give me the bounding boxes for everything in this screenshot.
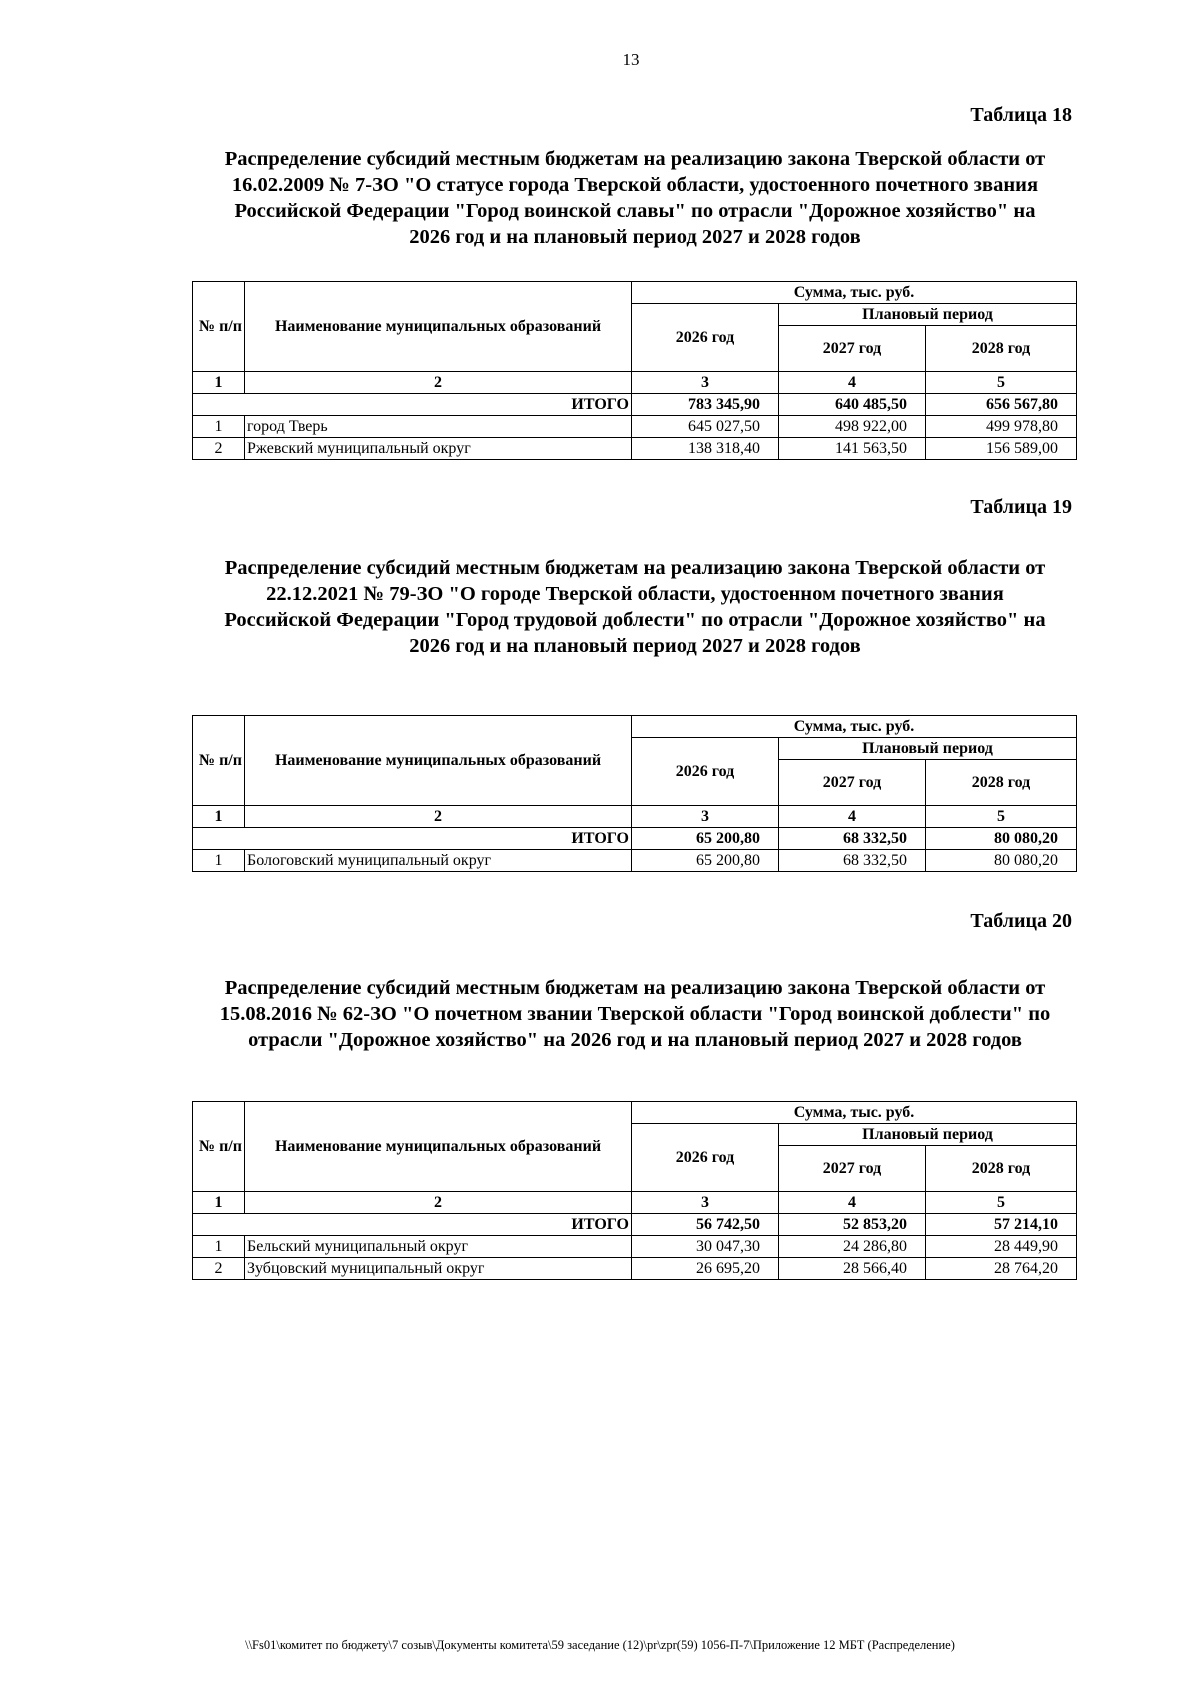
column-number: 4 — [779, 372, 926, 394]
total-2026: 56 742,50 — [632, 1214, 779, 1236]
heading-line: 22.12.2021 № 79-ЗО "О городе Тверской области, удостоенном почетного звания — [266, 583, 1004, 605]
value-2028: 499 978,80 — [926, 416, 1077, 438]
total-2028: 57 214,10 — [926, 1214, 1077, 1236]
column-number: 1 — [193, 372, 245, 394]
table-row — [193, 438, 1077, 460]
column-number: 5 — [926, 806, 1077, 828]
header-name: Наименование муниципальных образований — [245, 716, 632, 806]
header-row — [193, 716, 1077, 738]
total-2028: 80 080,20 — [926, 828, 1077, 850]
total-label: ИТОГО — [193, 394, 632, 416]
header-planned: Плановый период — [779, 1124, 1077, 1146]
allocation-table — [192, 281, 1077, 460]
table-row — [193, 1258, 1077, 1280]
column-number: 4 — [779, 1192, 926, 1214]
header-sum: Сумма, тыс. руб. — [632, 716, 1077, 738]
page-number: 13 — [622, 50, 640, 69]
table-label: Таблица 18 — [970, 104, 1072, 126]
column-number: 5 — [926, 1192, 1077, 1214]
value-2027: 498 922,00 — [779, 416, 926, 438]
heading-line: отрасли "Дорожное хозяйство" на 2026 год и на плановый период 2027 и 2028 годов — [248, 1029, 1022, 1051]
header-2026: 2026 год — [632, 1124, 779, 1192]
value-2028: 28 764,20 — [926, 1258, 1077, 1280]
column-number: 2 — [245, 372, 632, 394]
total-2027: 52 853,20 — [779, 1214, 926, 1236]
row-number: 1 — [193, 416, 245, 438]
value-2027: 28 566,40 — [779, 1258, 926, 1280]
total-2026: 783 345,90 — [632, 394, 779, 416]
header-2026: 2026 год — [632, 738, 779, 806]
table-heading — [190, 146, 1080, 250]
allocation-table — [192, 1101, 1077, 1280]
column-number: 1 — [193, 806, 245, 828]
row-number: 1 — [193, 850, 245, 872]
header-2028: 2028 год — [926, 760, 1077, 806]
municipality-name: Бельский муниципальный округ — [245, 1236, 632, 1258]
value-2026: 138 318,40 — [632, 438, 779, 460]
column-number: 2 — [245, 806, 632, 828]
total-row — [193, 1214, 1077, 1236]
footer-file-path: \\Fs01\комитет по бюджету\7 созыв\Документы комитета\59 заседание (12)\pr\zpr(59) 1056-П-7\Приложение 12 МБТ (Распределение) — [245, 1638, 955, 1652]
row-number: 2 — [193, 438, 245, 460]
header-num: № п/п — [193, 716, 245, 806]
column-number: 5 — [926, 372, 1077, 394]
total-2027: 68 332,50 — [779, 828, 926, 850]
allocation-table — [192, 715, 1077, 872]
municipality-name: Бологовский муниципальный округ — [245, 850, 632, 872]
heading-line: Распределение субсидий местным бюджетам на реализацию закона Тверской области от — [224, 148, 1046, 170]
heading-line: 2026 год и на плановый период 2027 и 2028 годов — [409, 226, 861, 248]
column-number: 3 — [632, 372, 779, 394]
header-num: № п/п — [193, 282, 245, 372]
total-row — [193, 394, 1077, 416]
header-2028: 2028 год — [926, 326, 1077, 372]
table-row — [193, 1236, 1077, 1258]
header-sum: Сумма, тыс. руб. — [632, 1102, 1077, 1124]
header-name: Наименование муниципальных образований — [245, 1102, 632, 1192]
header-2027: 2027 год — [779, 326, 926, 372]
municipality-name: Ржевский муниципальный округ — [245, 438, 632, 460]
total-row — [193, 828, 1077, 850]
heading-line: Распределение субсидий местным бюджетам на реализацию закона Тверской области от — [224, 977, 1046, 999]
header-2027: 2027 год — [779, 760, 926, 806]
municipality-name: город Тверь — [245, 416, 632, 438]
total-label: ИТОГО — [193, 828, 632, 850]
column-number: 4 — [779, 806, 926, 828]
column-number: 1 — [193, 1192, 245, 1214]
table-label: Таблица 20 — [970, 910, 1072, 932]
table-row — [193, 416, 1077, 438]
column-number-row — [193, 1192, 1077, 1214]
header-row — [193, 1102, 1077, 1124]
header-2026: 2026 год — [632, 304, 779, 372]
heading-line: Российской Федерации "Город трудовой доблести" по отрасли "Дорожное хозяйство" на — [224, 609, 1046, 631]
value-2026: 65 200,80 — [632, 850, 779, 872]
value-2027: 141 563,50 — [779, 438, 926, 460]
value-2028: 28 449,90 — [926, 1236, 1077, 1258]
column-number: 3 — [632, 806, 779, 828]
value-2027: 68 332,50 — [779, 850, 926, 872]
column-number-row — [193, 372, 1077, 394]
heading-line: Распределение субсидий местным бюджетам на реализацию закона Тверской области от — [224, 557, 1046, 579]
table-label: Таблица 19 — [970, 496, 1072, 518]
value-2028: 156 589,00 — [926, 438, 1077, 460]
header-planned: Плановый период — [779, 738, 1077, 760]
header-2027: 2027 год — [779, 1146, 926, 1192]
value-2026: 645 027,50 — [632, 416, 779, 438]
heading-line: 15.08.2016 № 62-ЗО "О почетном звании Тверской области "Город воинской доблести" по — [219, 1003, 1051, 1025]
column-number-row — [193, 806, 1077, 828]
value-2027: 24 286,80 — [779, 1236, 926, 1258]
total-2026: 65 200,80 — [632, 828, 779, 850]
heading-line: 2026 год и на плановый период 2027 и 2028 годов — [409, 635, 861, 657]
header-num: № п/п — [193, 1102, 245, 1192]
total-2028: 656 567,80 — [926, 394, 1077, 416]
table-heading — [190, 975, 1080, 1053]
header-planned: Плановый период — [779, 304, 1077, 326]
column-number: 2 — [245, 1192, 632, 1214]
municipality-name: Зубцовский муниципальный округ — [245, 1258, 632, 1280]
total-2027: 640 485,50 — [779, 394, 926, 416]
header-name: Наименование муниципальных образований — [245, 282, 632, 372]
value-2028: 80 080,20 — [926, 850, 1077, 872]
table-row — [193, 850, 1077, 872]
column-number: 3 — [632, 1192, 779, 1214]
value-2026: 30 047,30 — [632, 1236, 779, 1258]
row-number: 2 — [193, 1258, 245, 1280]
header-row — [193, 282, 1077, 304]
row-number: 1 — [193, 1236, 245, 1258]
value-2026: 26 695,20 — [632, 1258, 779, 1280]
table-heading — [190, 555, 1080, 659]
heading-line: Российской Федерации "Город воинской славы" по отрасли "Дорожное хозяйство" на — [234, 200, 1036, 222]
heading-line: 16.02.2009 № 7-ЗО "О статусе города Тверской области, удостоенного почетного звания — [231, 174, 1039, 196]
header-2028: 2028 год — [926, 1146, 1077, 1192]
header-sum: Сумма, тыс. руб. — [632, 282, 1077, 304]
total-label: ИТОГО — [193, 1214, 632, 1236]
